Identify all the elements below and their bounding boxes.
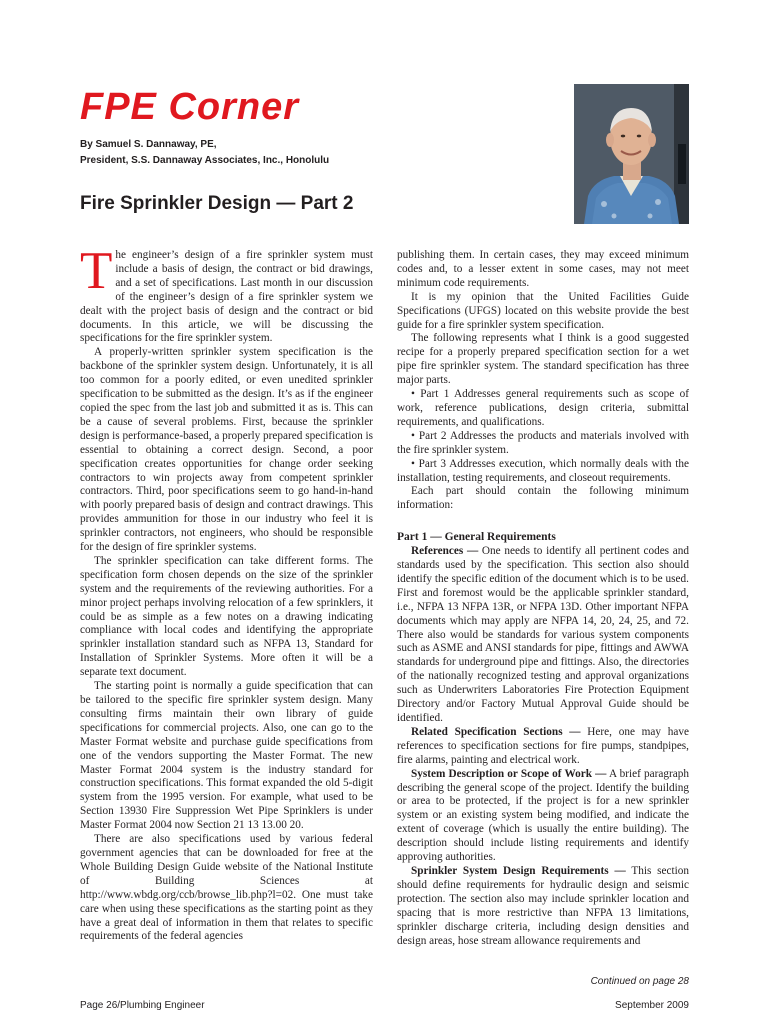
article-paragraph bbox=[397, 768, 689, 865]
article-paragraph: A properly-written sprinkler system specification is the backbone of the sprinkler system design. Unfortunately, it is all too common for a poorly edited, or even unedited sprinkler specification to be submitted as the design. It’s as if the engineer copied the spec from the last job and submitted it as is. This can be a cause of several problems. First, because the sprinkler design is performance-based, a properly prepared specification is essential to obtaining a correct design. Second, a poor specification creates opportunities for change order seeking contractors to win projects away from competent sprinkler contractors. Third, poor specifications seem to go hand-in-hand with poorly prepared basis of design and contract drawings. This provides ammunition for those in our industry who feel it is sprinkler contractors, not engineers, who should be responsible for the design of fire sprinkler systems. bbox=[80, 346, 374, 554]
article-paragraph: There are also specifications used by various federal government agencies that can be downloaded for free at the Whole Building Design Guide website of the National Institute of Building Sciences at http://www.wbdg.org/ccb/browse_lib.php?l=02. One must take care when using these specifications as the starting point as they have a great deal of information in them that relates to specific requirements of the federal agencies bbox=[80, 833, 373, 943]
footer-date: September 2009 bbox=[615, 1000, 689, 1011]
page-title: FPE Corner bbox=[80, 86, 300, 128]
paragraph-text: A brief paragraph describing the general scope of the project. Identify the building or area to be protected, if the project is for a new sprinkler system or an existing system being modified, and indicate the extent of coverage (which is usually the entire building). The description should include listing requirements and identify approving authorities. bbox=[397, 767, 689, 864]
article-paragraph: It is my opinion that the United Facilities Guide Specifications (UFGS) located on this website provide the best guide for a fire sprinkler system specification. bbox=[397, 290, 689, 331]
run-in-heading: System Description or Scope of Work — bbox=[411, 767, 607, 780]
article-paragraph: Each part should contain the following minimum information: bbox=[397, 485, 689, 512]
article-paragraph: The following represents what I think is a good suggested recipe for a properly prepared specification section for a wet pipe fire sprinkler system. The standard specification has three major parts. bbox=[397, 332, 689, 387]
author-photo bbox=[574, 84, 689, 224]
paragraph-text: This section should define requirements for hydraulic design and seismic protection. The section also may include sprinkler location and spacing that is more restrictive than NFPA 13 limitations, sprinkler discharge criteria, including design densities and design areas, hose stream allowance requirements and bbox=[397, 864, 690, 947]
run-in-heading: References — bbox=[411, 545, 479, 558]
article-paragraph bbox=[80, 242, 373, 346]
run-in-heading: Related Specification Sections — bbox=[411, 725, 581, 738]
footer-page-label: Page 26/Plumbing Engineer bbox=[80, 1000, 205, 1011]
article-paragraph: The starting point is normally a guide specification that can be tailored to the specific fire sprinkler system design. Many consulting firms maintain their own library of guide specifications for commercial projects. Also, one can go to the Master Format website and purchase guide specifications from one of the vendors supporting the Master Format. The new Master Format 2004 system is the industry standard for construction specifications. This format expanded the old 5-digit system from the 1995 version. For example, what used to be Section 13930 Fire Suppression Wet Pipe Sprinklers is under Master Format 2004 now Section 21 13 13.00 20. bbox=[80, 680, 373, 832]
article-paragraph bbox=[397, 726, 689, 768]
article-paragraph: The sprinkler specification can take different forms. The specification form chosen depends on the size of the sprinkler system and the requirements of the reviewing authorities. For a minor project perhaps involving relocation of a few sprinklers, it could be as simple as a few notes on a drawing indicating compliance with local codes and identifying the appropriate sprinkler installation standard such as NFPA 13, Standard for Installation of Sprinkler Systems. More often it will be a separate text document. bbox=[80, 554, 373, 679]
continued-note: Continued on page 28 bbox=[590, 976, 689, 987]
article-column-right bbox=[397, 249, 689, 948]
article-paragraph bbox=[397, 865, 689, 948]
paragraph-text: One needs to identify all pertinent codes and standards used by the specification. This section also should identify the specific edition of the document which is to be used. First and foremost would be the applicable sprinkler standard, i.e., NFPA 13 NFPA 13R, or NFPA 13D. Other important NFPA documents which may apply are NFPA 14, 20, 24, 25, and 72. There also would be standards for various system components such as ASME and ANSI standards for pipe, fittings and AWWA standards for underground pipe and fittings. Also, the directories of the nationally recognized testing and approval organizations such as Underwriters Laboratories Fire Protection Equipment Directory and/or Factory Mutual Approval Guide should be identified. bbox=[397, 545, 690, 724]
author-byline bbox=[80, 137, 329, 169]
drop-cap: T bbox=[80, 242, 113, 300]
section-heading: Part 1 — General Requirements bbox=[397, 531, 556, 544]
paragraph-text: Here, one may have references to specification sections for fire pumps, standpipes, fire alarms, painting and electrical work. bbox=[397, 725, 690, 766]
paragraph-text: he engineer’s design of a fire sprinkler system must include a basis of design, the contract or bid drawings, and a set of specifications. Last month in our discussion of the engineer’s design of a fire sprinkler system we dealt with the project basis of design and the contract or bid documents. In this article, we will be discussing the specifications for the fire sprinkler system. bbox=[80, 249, 373, 345]
run-in-heading: Sprinkler System Design Requirements — bbox=[411, 864, 626, 877]
bullet-item: • Part 1 Addresses general requirements such as scope of work, reference publications, design criteria, submittal requirements, and qualifications. bbox=[397, 388, 689, 428]
article-paragraph: publishing them. In certain cases, they may exceed minimum codes and, to a lesser extent in some cases, may not meet minimum code requirements. bbox=[397, 249, 689, 289]
article-column-left bbox=[80, 242, 374, 944]
author-portrait-image bbox=[574, 84, 689, 224]
bullet-item: • Part 2 Addresses the products and materials involved with the fire sprinkler system. bbox=[397, 429, 689, 456]
article-subtitle: Fire Sprinkler Design — Part 2 bbox=[80, 193, 354, 214]
author-affiliation: President, S.S. Dannaway Associates, Inc., Honolulu bbox=[80, 155, 330, 166]
bullet-item: • Part 3 Addresses execution, which normally deals with the installation, testing requirements, and closeout requirements. bbox=[397, 457, 689, 484]
article-paragraph bbox=[397, 545, 689, 726]
author-name: By Samuel S. Dannaway, PE, bbox=[80, 139, 217, 150]
